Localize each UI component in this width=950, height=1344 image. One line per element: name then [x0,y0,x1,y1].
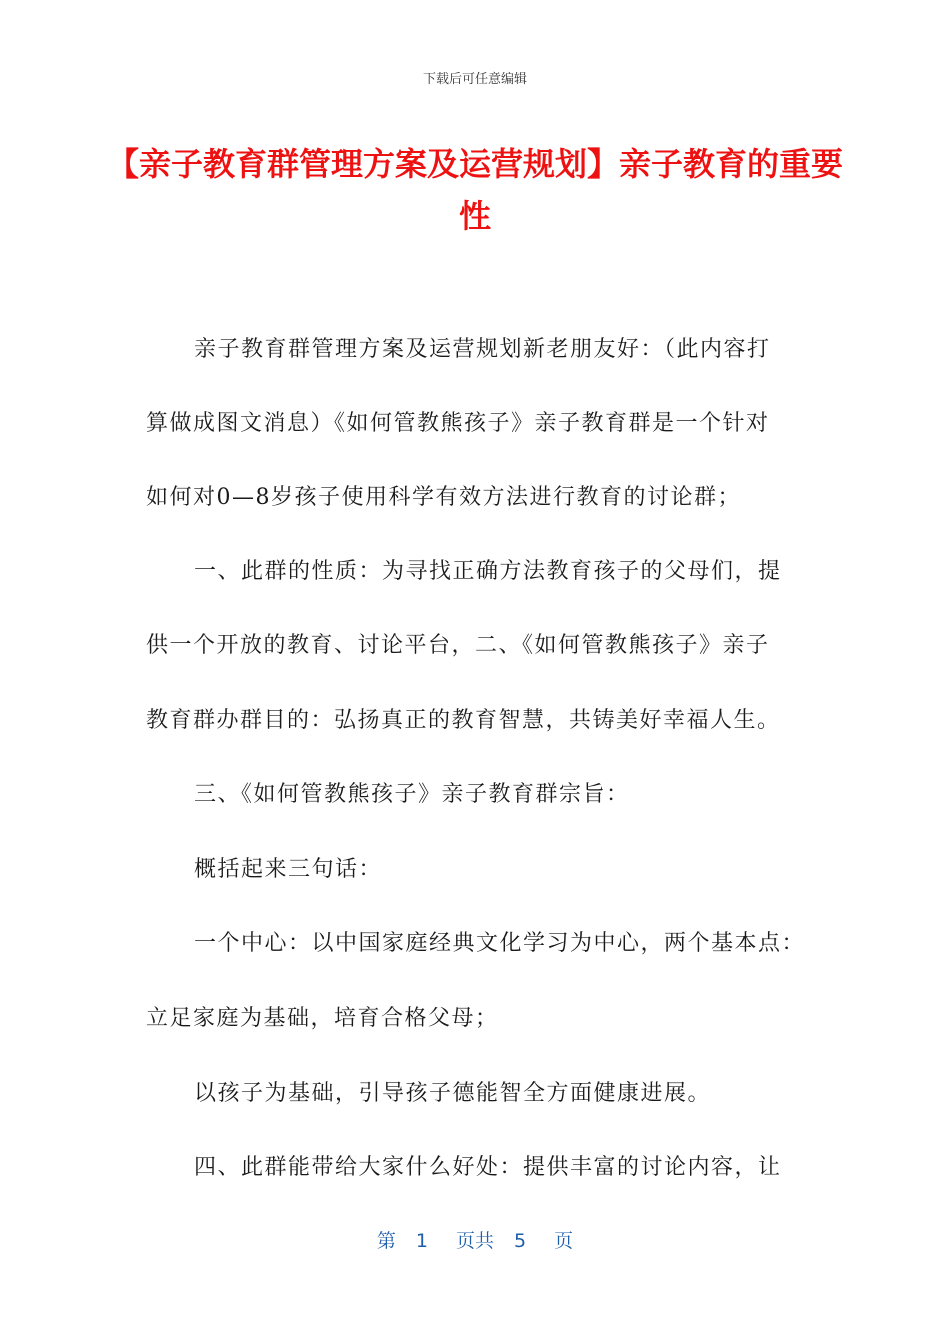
footer-middle: 页共 [455,1230,494,1252]
document-title: 【亲子教育群管理方案及运营规划】亲子教育的重要性 [106,145,843,235]
body-line: 立足家庭为基础，培育合格父母； [146,1006,499,1031]
footer-page-number: 1 [415,1230,428,1252]
footer-total-pages: 5 [514,1230,527,1252]
header-note: 下载后可任意编辑 [422,72,527,87]
body-line: 亲子教育群管理方案及运营规划新老朋友好：（此内容打 [194,337,771,362]
footer-suffix: 页 [554,1230,574,1252]
body-line: 四、此群能带给大家什么好处：提供丰富的讨论内容，让 [194,1155,782,1180]
body-line: 如何对0—8岁孩子使用科学有效方法进行教育的讨论群； [146,485,741,510]
body-line: 一个中心：以中国家庭经典文化学习为中心，两个基本点： [194,931,806,956]
body-line: 一、此群的性质：为寻找正确方法教育孩子的父母们，提 [194,559,782,584]
page-footer [0,1226,950,1253]
footer-prefix: 第 [376,1230,396,1252]
body-line: 三、《如何管教熊孩子》亲子教育群宗旨： [194,782,630,807]
body-line: 供一个开放的教育、讨论平台，二、《如何管教熊孩子》亲子 [146,633,770,658]
body-line: 概括起来三句话： [194,857,383,882]
body-line: 教育群办群目的：弘扬真正的教育智慧，共铸美好幸福人生。 [146,708,781,733]
body-line: 以孩子为基础，引导孩子德能智全方面健康进展。 [194,1081,712,1106]
body-line: 算做成图文消息）《如何管教熊孩子》亲子教育群是一个针对 [146,411,770,436]
